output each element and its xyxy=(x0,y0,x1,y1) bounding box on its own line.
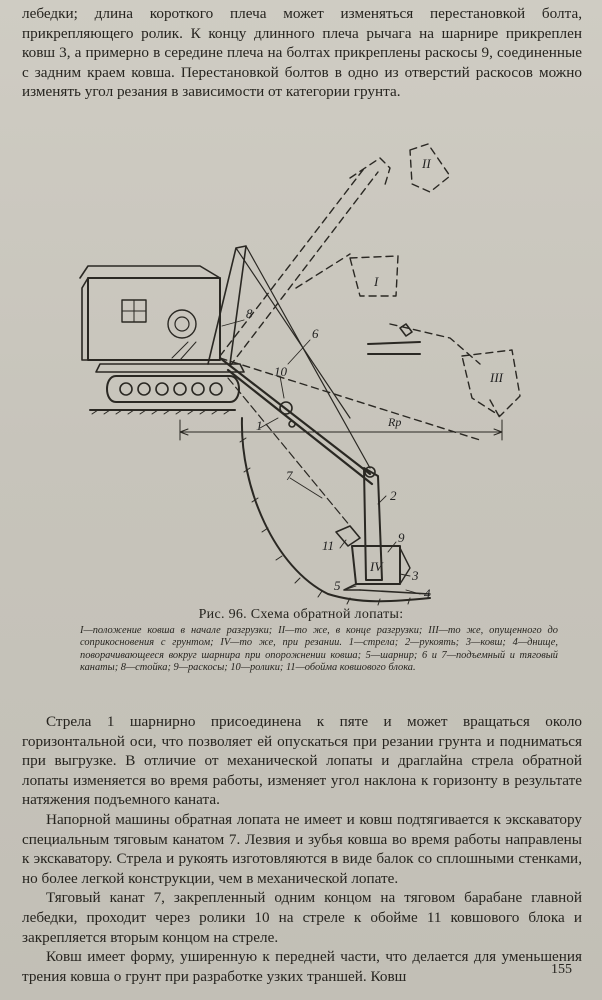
figure-caption-legend: I—положение ковша в начале разгрузки; II—то же, в конце разгрузки; III—то же, опущенного до соприкосновения с грунтом; IV—то же, при резании. 1—стрела; 2—рукоять; 3—ковш; 4—днище, поворачивающееся вокруг шарнира при опорожнении ковша; 5—шарнир; 6 и 7—подъемный и тяговый канаты; 8—стойка; 9—раскосы; 10—ролики; 11—обойма ковшового блока. xyxy=(80,625,558,674)
label-bucket-3: 3 xyxy=(412,568,419,583)
label-boom-1: 1 xyxy=(256,418,263,433)
paragraph: Стрела 1 шарнирно присоединена к пяте и может вращаться около горизонтальной оси, что позволяет ей опускаться при резании грунта и подниматься при выгрузке. В отличие от механической лопаты и драглайна стрела обратной лопаты изменяется во время работы, изменяет угол наклона к горизонту в результате натяжения подъемного каната. xyxy=(22,713,582,809)
label-position-i: I xyxy=(374,274,379,289)
label-hoist-rope-6: 6 xyxy=(312,326,319,341)
label-stand-8: 8 xyxy=(246,306,253,321)
label-position-iii: III xyxy=(490,370,503,385)
label-arm-2: 2 xyxy=(390,488,397,503)
paragraph: Тяговый канат 7, закрепленный одним концом на тяговом барабане главной лебедки, проходит через ролики 10 на стреле к обойме 11 ковшового блока и закрепляется вторым концом на стреле. xyxy=(22,889,582,946)
paragraph: Ковш имеет форму, уширенную к передней части, что делается для уменьшения трения ковша о грунт при разработке узких траншей. Ковш xyxy=(22,948,582,985)
backhoe-schematic xyxy=(60,128,560,608)
figure-backhoe-diagram xyxy=(60,128,560,608)
paragraph: лебедки; длина короткого плеча может изменяться перестановкой болта, прикрепляющего ролик. К концу длинного плеча рычага на шарнире прикреплен ковш 3, а примерно в середине плеча на болтах прикреплены раскосы 9, соединенные с задним краем ковша. Перестановкой болтов в одно из отверстий раскосов можно изменять угол резания в зависимости от категории грунта. xyxy=(22,5,582,101)
label-position-iv: IV xyxy=(370,559,383,574)
label-radius-rp: Rp xyxy=(388,415,402,429)
label-bottom-4: 4 xyxy=(424,586,431,601)
label-braces-9: 9 xyxy=(398,530,405,545)
top-paragraph xyxy=(22,4,582,102)
page-number: 155 xyxy=(551,962,572,977)
label-traction-rope-7: 7 xyxy=(286,468,293,483)
body-text xyxy=(22,712,582,986)
label-block-11: 11 xyxy=(322,538,335,553)
label-hinge-5: 5 xyxy=(334,578,341,593)
paragraph: Напорной машины обратная лопата не имеет и ковш подтягивается к экскаватору специальным тяговым канатом 7. Лезвия и зубья ковша во время работы направлены к экскаватору. Стрела и рукоять изготовляются в виде балок со сплошными стенками, но более легкой конструкции, чем в механической лопате. xyxy=(22,810,582,887)
label-rollers-10: 10 xyxy=(274,364,287,379)
label-position-ii: II xyxy=(422,156,431,171)
figure-caption-title: Рис. 96. Схема обратной лопаты: xyxy=(198,607,404,622)
